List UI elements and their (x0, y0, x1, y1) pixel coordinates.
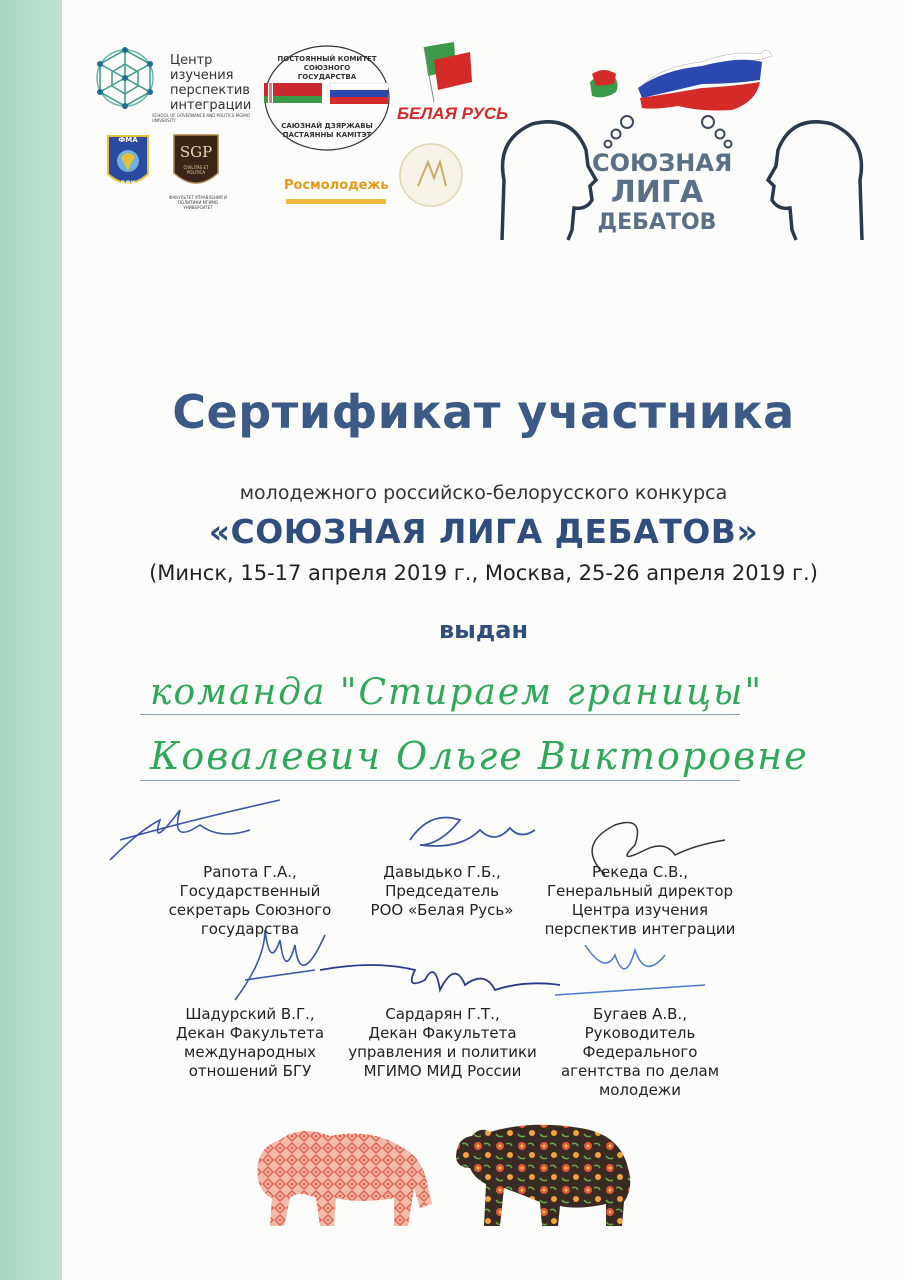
belaya-rus-logo: БЕЛАЯ РУСЬ (397, 104, 509, 123)
side-stripe (0, 0, 62, 1280)
signatory-name: Рекеда С.В., (592, 863, 688, 881)
fma-label: ФМА (118, 136, 138, 144)
signatory-role: Председатель (385, 882, 499, 900)
signatory-role: международных (184, 1043, 316, 1061)
certificate-subtitle: молодежного российско-белорусского конкурса (239, 482, 728, 504)
team-handwriting: команда "Стираем границы" (150, 672, 764, 713)
team-line-rule (140, 714, 740, 715)
bgu-label: БДУ (120, 180, 136, 187)
signatory-role: Руководитель (584, 1024, 696, 1042)
signatory-role: молодежи (598, 1081, 682, 1099)
signatory-role: секретарь Союзного (168, 901, 332, 919)
name-handwriting: Ковалевич Ольге Викторовне (150, 734, 809, 778)
school-caption: SCHOOL OF GOVERNANCE AND POLITICS MGIMO UNIVERSITY (152, 113, 250, 123)
bear-icon (450, 1118, 640, 1238)
sgp-motto: CIVILITAS ET POLITICA (183, 165, 209, 175)
contest-dates: (Минск, 15-17 апреля 2019 г., Москва, 25-26 апреля 2019 г.) (149, 561, 818, 585)
issued-label: выдан (438, 616, 529, 644)
league-line: СОЮЗНАЯ (592, 149, 733, 177)
signatory-role: Декан Факультета (368, 1024, 517, 1042)
logo-line: изучения (170, 68, 234, 83)
signatory-role: МГИМО МИД России (363, 1062, 522, 1080)
signatory-role: Федерального (582, 1043, 698, 1061)
network-sphere-icon (92, 44, 158, 112)
signatory-name: Сардарян Г.Т., (385, 1005, 500, 1023)
signatory-role: управления и политики (348, 1043, 537, 1061)
signatory-davydko (342, 863, 542, 920)
signatory-rekeda (535, 863, 745, 939)
signatory-role: государства (200, 920, 300, 938)
signatory-role: агентства по делам (560, 1062, 720, 1080)
rosmolodezh-bar (286, 199, 386, 204)
signatory-shadursky (150, 1005, 350, 1081)
logo-line: перспектив (170, 83, 250, 98)
signatory-bugaev (535, 1005, 745, 1100)
signatory-role: Декан Факультета (175, 1024, 325, 1042)
signatory-rapota (150, 863, 350, 939)
signatory-role: Генеральный директор (546, 882, 734, 900)
signature-sardaryan (315, 950, 565, 1010)
center-integration-logo (170, 53, 251, 113)
committee-bottom-text: САЮЗНАЙ ДЗЯРЖАВЫ ПАСТАЯННЫ КАМІТЭТ (281, 122, 373, 139)
faculty-caption: ФАКУЛЬТЕТ УПРАВЛЕНИЯ И ПОЛИТИКИ МГИМО УНИВЕРСИТЕТ (169, 195, 227, 210)
sgp-label: SGP (179, 143, 213, 161)
signatory-name: Шадурский В.Г., (185, 1005, 315, 1023)
signatory-name: Бугаев А.В., (593, 1005, 687, 1023)
sgp-shield-icon (172, 133, 220, 193)
signature-davydko (400, 800, 540, 860)
bison-icon (250, 1118, 440, 1238)
league-line: ДЕБАТОВ (597, 210, 717, 235)
committee-top-text: ПОСТОЯННЫЙ КОМИТЕТ СОЮЗНОГО ГОСУДАРСТВА (277, 55, 377, 81)
signatory-sardaryan (335, 1005, 550, 1081)
signature-bugaev (545, 935, 715, 1005)
belaya-rus-flag-icon (414, 42, 478, 102)
signatory-name: Давыдько Г.Б., (383, 863, 501, 881)
certificate-title: Сертификат участника (172, 385, 795, 439)
logo-line: интеграции (170, 98, 252, 113)
signatory-name: Рапота Г.А., (203, 863, 297, 881)
left-head-icon (502, 122, 596, 240)
signatory-role: Центра изучения (571, 901, 709, 919)
league-line: ЛИГА (610, 175, 704, 210)
rosmolodezh-logo: Росмолодежь (284, 178, 389, 193)
logo-line: Центр (170, 53, 213, 68)
signatory-role: Государственный (179, 882, 321, 900)
signatory-role: отношений БГУ (188, 1062, 312, 1080)
right-head-icon (768, 122, 862, 240)
name-line-rule (140, 780, 740, 781)
signatory-role: перспектив интеграции (544, 920, 736, 938)
gold-emblem-icon (398, 142, 464, 208)
signature-rapota (100, 790, 290, 870)
contest-name: «СОЮЗНАЯ ЛИГА ДЕБАТОВ» (208, 512, 759, 551)
debate-league-text (592, 148, 733, 238)
signatory-role: РОО «Белая Русь» (370, 901, 514, 919)
